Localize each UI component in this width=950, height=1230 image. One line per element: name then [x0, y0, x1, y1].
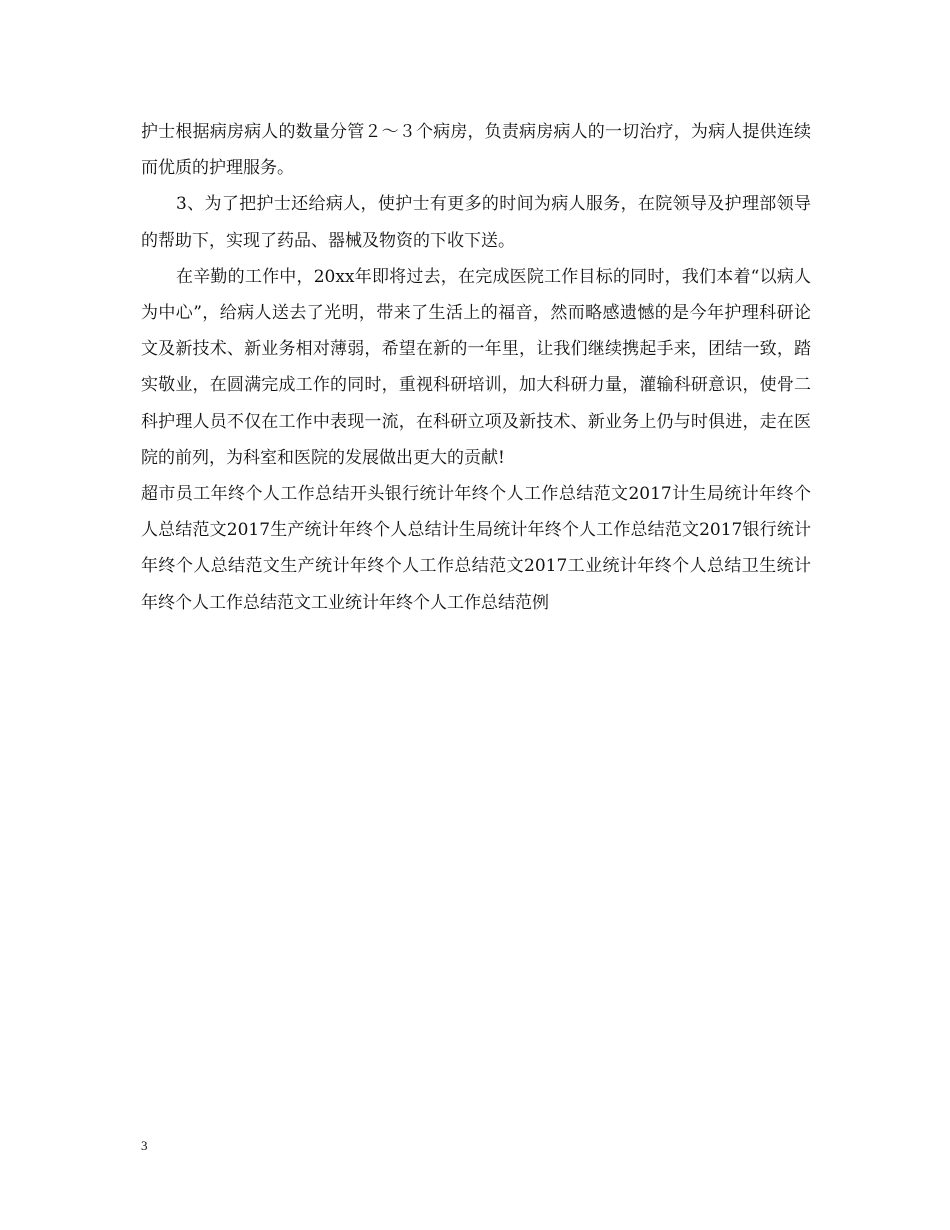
document-body	[141, 114, 811, 621]
paragraph-year-summary: 在辛勤的工作中，20xx年即将过去，在完成医院工作目标的同时，我们本着“以病人为中心”，给病人送去了光明，带来了生活上的福音，然而略感遗憾的是今年护理科研论文及新技术、新业务相对薄弱，希望在新的一年里，让我们继续携起手来，团结一致，踏实敬业，在圆满完成工作的同时，重视科研培训，加大科研力量，灌输科研意识，使骨二科护理人员不仅在工作中表现一流，在科研立项及新技术、新业务上仍与时俱进，走在医院的前列，为科室和医院的发展做出更大的贡献!	[141, 266, 811, 468]
paragraph-supply-delivery: 3、为了把护士还给病人，使护士有更多的时间为病人服务，在院领导及护理部领导的帮助下，实现了药品、器械及物资的下收下送。	[141, 194, 811, 251]
related-articles-text: 超市员工年终个人工作总结开头银行统计年终个人工作总结范文2017计生局统计年终个人总结范文2017生产统计年终个人总结计生局统计年终个人工作总结范文2017银行统计年终个人总结范文生产统计年终个人工作总结范文2017工业统计年终个人总结卫生统计年终个人工作总结范文工业统计年终个人工作总结范例	[141, 484, 811, 613]
page-number: 3	[141, 1138, 148, 1153]
paragraph-nurse-ward-assignment: 护士根据病房病人的数量分管２～３个病房，负责病房病人的一切治疗，为病人提供连续而优质的护理服务。	[141, 122, 811, 179]
